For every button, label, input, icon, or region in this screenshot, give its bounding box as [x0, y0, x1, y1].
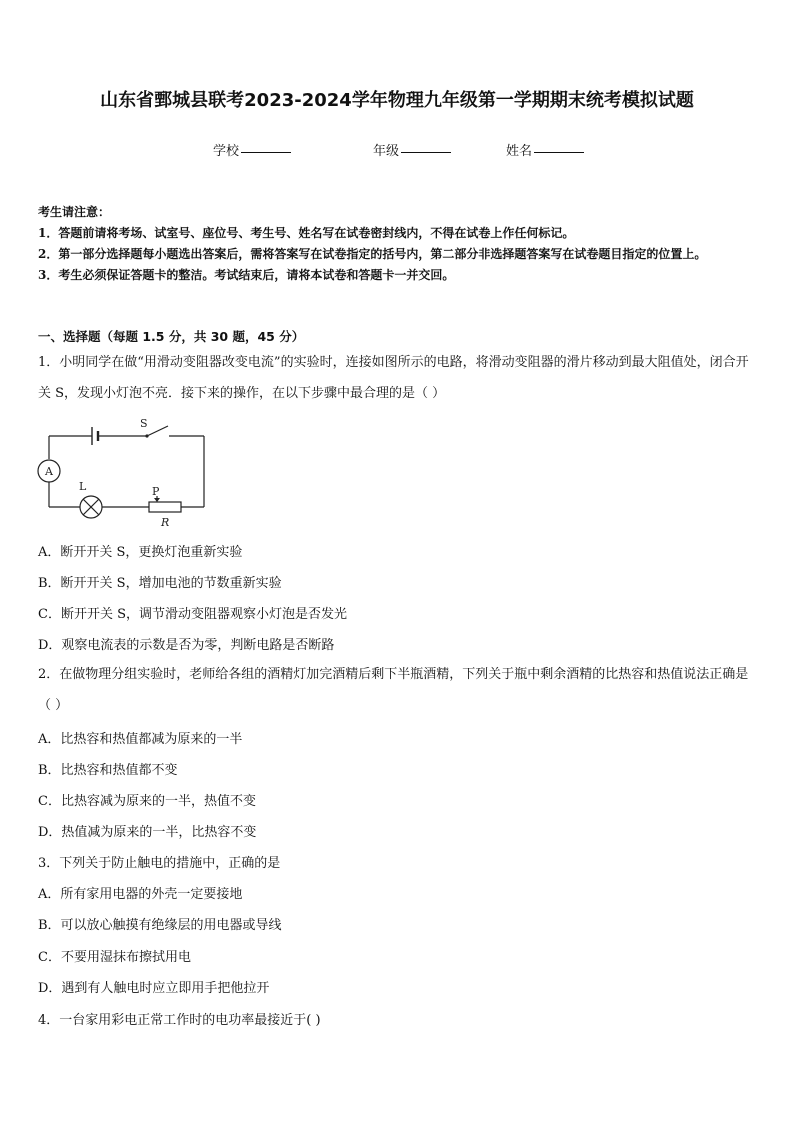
grade-blank	[401, 152, 451, 153]
question-1-option-b: B．断开开关 S，增加电池的节数重新实验	[38, 576, 282, 591]
question-2-stem: 2．在做物理分组实验时，老师给各组的酒精灯加完酒精后剩下半瓶酒精，下列关于瓶中剩余酒精的比热容和热值说法正确是（ ）	[38, 667, 749, 713]
resistor-label: R	[161, 516, 170, 529]
question-1-option-d: D．观察电流表的示数是否为零，判断电路是否断路	[38, 638, 335, 653]
question-1-option-a: A．断开开关 S，更换灯泡重新实验	[38, 545, 243, 560]
name-blank	[534, 152, 584, 153]
grade-field	[373, 140, 451, 159]
switch-icon	[147, 426, 168, 436]
page-title: 山东省鄄城县联考2023-2024学年物理九年级第一学期期末统考模拟试题	[100, 90, 694, 111]
switch-label: S	[140, 417, 148, 430]
question-3-option-c: C．不要用湿抹布擦拭用电	[38, 950, 191, 965]
school-blank	[241, 152, 291, 153]
question-2-option-c: C．比热容减为原来的一半，热值不变	[38, 794, 256, 809]
question-3-option-a: A．所有家用电器的外壳一定要接地	[38, 887, 243, 902]
question-3-option-d: D．遇到有人触电时应立即用手把他拉开	[38, 981, 270, 996]
rheostat-icon	[149, 502, 181, 512]
notice-item: 1．答题前请将考场、试室号、座位号、考生号、姓名写在试卷密封线内，不得在试卷上作任何标记。	[38, 226, 575, 240]
question-2-option-a: A．比热容和热值都减为原来的一半	[38, 732, 243, 747]
school-field	[213, 140, 291, 159]
grade-label: 年级	[373, 144, 400, 159]
question-1-stem: 1．小明同学在做“用滑动变阻器改变电流”的实验时，连接如图所示的电路，将滑动变阻器的滑片移动到最大阻值处，闭合开关 S，发现小灯泡不亮．接下来的操作，在以下步骤中最合理的是（ ）	[38, 355, 749, 401]
school-label: 学校	[213, 144, 240, 159]
name-label: 姓名	[506, 144, 533, 159]
question-2-option-b: B．比热容和热值都不变	[38, 763, 178, 778]
ammeter-label: A	[45, 465, 53, 478]
question-3-option-b: B．可以放心触摸有绝缘层的用电器或导线	[38, 918, 282, 933]
name-field	[506, 140, 584, 159]
exam-notice	[38, 202, 760, 286]
question-2-option-d: D．热值减为原来的一半，比热容不变	[38, 825, 257, 840]
circuit-diagram	[36, 414, 216, 532]
question-1-option-c: C．断开开关 S，调节滑动变阻器观察小灯泡是否发光	[38, 607, 347, 622]
notice-item: 2．第一部分选择题每小题选出答案后，需将答案写在试卷指定的括号内，第二部分非选择题答案写在试卷题目指定的位置上。	[38, 247, 707, 261]
notice-item: 3．考生必须保证答题卡的整洁。考试结束后，请将本试卷和答题卡一并交回。	[38, 268, 455, 282]
question-3-stem: 3．下列关于防止触电的措施中，正确的是	[38, 856, 281, 871]
section-title: 一、选择题（每题 1.5 分，共 30 题，45 分）	[38, 329, 305, 344]
question-4-stem: 4．一台家用彩电正常工作时的电功率最接近于( )	[38, 1013, 321, 1028]
slider-label: P	[152, 485, 160, 498]
lamp-label: L	[79, 480, 87, 493]
notice-heading: 考生请注意：	[38, 205, 111, 219]
